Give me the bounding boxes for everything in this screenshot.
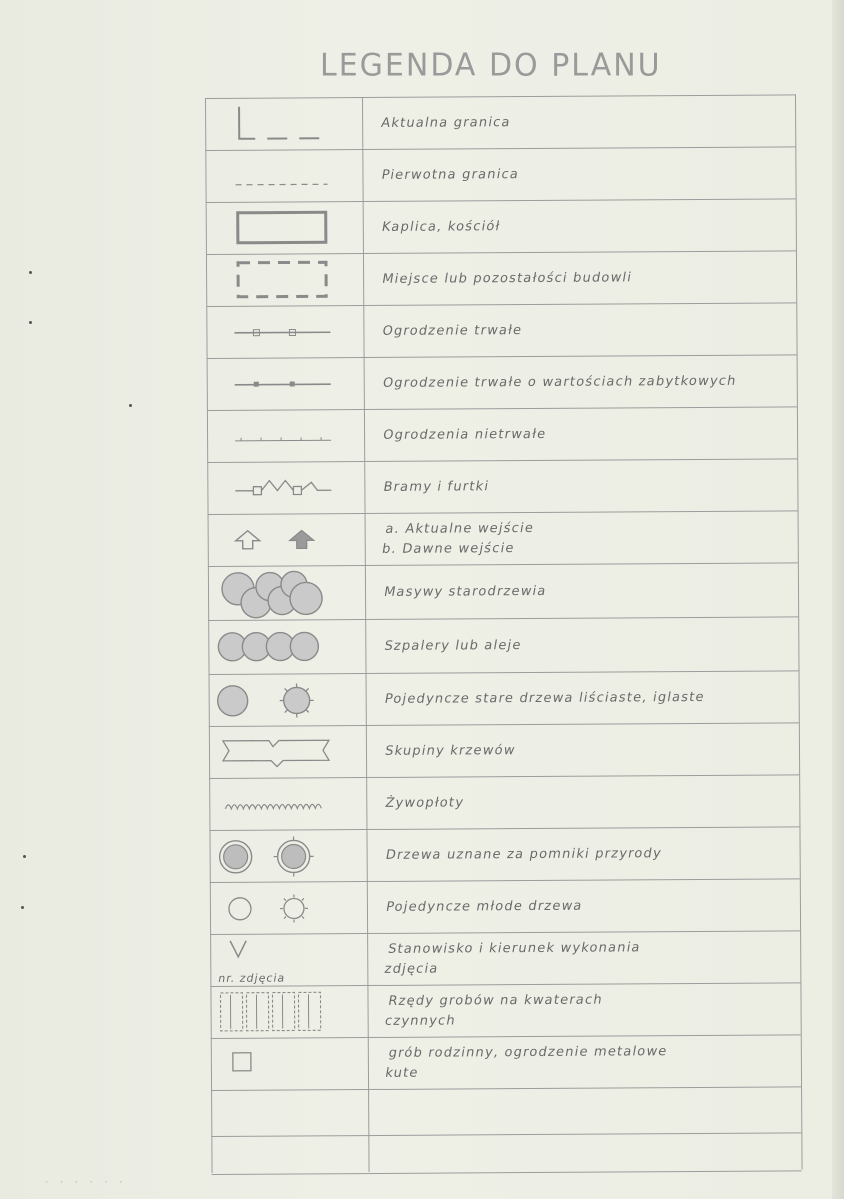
punch-mark: [23, 855, 26, 858]
legend-row-old-tree-masses: [208, 562, 798, 621]
legend-table: [205, 94, 807, 1178]
legend-row-empty: [211, 1086, 801, 1137]
building-remains-symbol: [206, 254, 363, 307]
legend-label: a. Aktualne wejście b. Dawne wejście: [380, 520, 536, 557]
punch-mark: [29, 271, 32, 274]
tree-row-symbol: [208, 620, 365, 675]
page-title: LEGENDA DO PLANU: [320, 47, 662, 84]
legend-row-photo-position: [210, 930, 800, 987]
legend-label: Drzewa uznane za pomniki przyrody: [384, 846, 664, 863]
legend-row-family-grave: [211, 1034, 801, 1091]
punch-mark: [21, 906, 24, 909]
photo-number-caption: nr. zdjęcia: [217, 971, 287, 985]
legend-label: Kaplica, kościół: [380, 219, 502, 235]
natural-monument-symbol: [209, 830, 366, 883]
legend-label: Ogrodzenie trwałe: [381, 323, 524, 339]
grave-rows-symbol: [210, 986, 367, 1039]
legend-row-permanent-fence: [206, 302, 796, 359]
legend-label: Ogrodzenie trwałe o wartościach zabytkowych: [381, 373, 738, 391]
entrance-arrows-symbol: [208, 514, 365, 567]
legend-label: Stanowisko i kierunek wykonania zdjęcia: [383, 940, 642, 977]
legend-row-temporary-fence: [207, 406, 797, 463]
margin-scribble: · · · · · ·: [44, 1178, 126, 1188]
legend-label: Szpalery lub aleje: [383, 638, 523, 654]
legend-row-young-trees: [210, 878, 800, 935]
legend-label: Skupiny krzewów: [383, 743, 517, 759]
legend-row-actual-boundary: [205, 94, 795, 151]
historic-fence-symbol: [207, 358, 364, 411]
legend-label: Ogrodzenia nietrwałe: [381, 426, 548, 443]
single-old-tree-symbol: [209, 674, 366, 727]
legend-row-tree-rows: [208, 616, 798, 675]
legend-label: grób rodzinny, ogrodzenie metalowe kute: [384, 1044, 669, 1081]
paper-edge: [832, 0, 844, 1199]
legend-row-empty: [211, 1132, 801, 1175]
legend-label: Pojedyncze stare drzewa liściaste, iglaste: [383, 689, 707, 707]
legend-label: Aktualna granica: [379, 115, 512, 131]
legend-row-hedges: [209, 774, 799, 831]
gate-symbol: [207, 462, 364, 515]
legend-label: Bramy i furtki: [382, 479, 491, 495]
actual-boundary-symbol: [205, 98, 362, 151]
legend-row-building-remains: [206, 250, 796, 307]
legend-label: Pojedyncze młode drzewa: [384, 898, 584, 915]
legend-row-natural-monuments: [209, 826, 799, 883]
hedge-symbol: [209, 778, 366, 831]
legend-row-shrub-groups: [209, 722, 799, 779]
legend-label: Masywy starodrzewia: [382, 583, 548, 600]
legend-row-original-boundary: [205, 146, 795, 203]
original-boundary-symbol: [205, 150, 362, 203]
legend-row-chapel-church: [206, 198, 796, 255]
chapel-symbol: [206, 202, 363, 255]
temporary-fence-symbol: [207, 410, 364, 463]
legend-row-historic-fence: [207, 354, 797, 411]
legend-label: Pierwotna granica: [380, 167, 521, 183]
family-grave-symbol: [211, 1038, 368, 1091]
legend-label: Miejsce lub pozostałości budowli: [380, 270, 634, 287]
legend-label: Rzędy grobów na kwaterach czynnych: [383, 992, 605, 1029]
photo-position-symbol: [210, 934, 367, 987]
punch-mark: [29, 321, 32, 324]
legend-row-grave-rows: [210, 982, 800, 1039]
legend-label: Żywopłoty: [384, 795, 466, 811]
young-tree-symbol: [210, 882, 367, 935]
permanent-fence-symbol: [206, 306, 363, 359]
punch-mark: [129, 404, 132, 407]
legend-row-gates: [207, 458, 797, 515]
legend-row-single-old-trees: [209, 670, 799, 727]
legend-row-entrances: [208, 510, 798, 567]
tree-mass-symbol: [208, 566, 365, 621]
shrub-group-symbol: [209, 726, 366, 779]
